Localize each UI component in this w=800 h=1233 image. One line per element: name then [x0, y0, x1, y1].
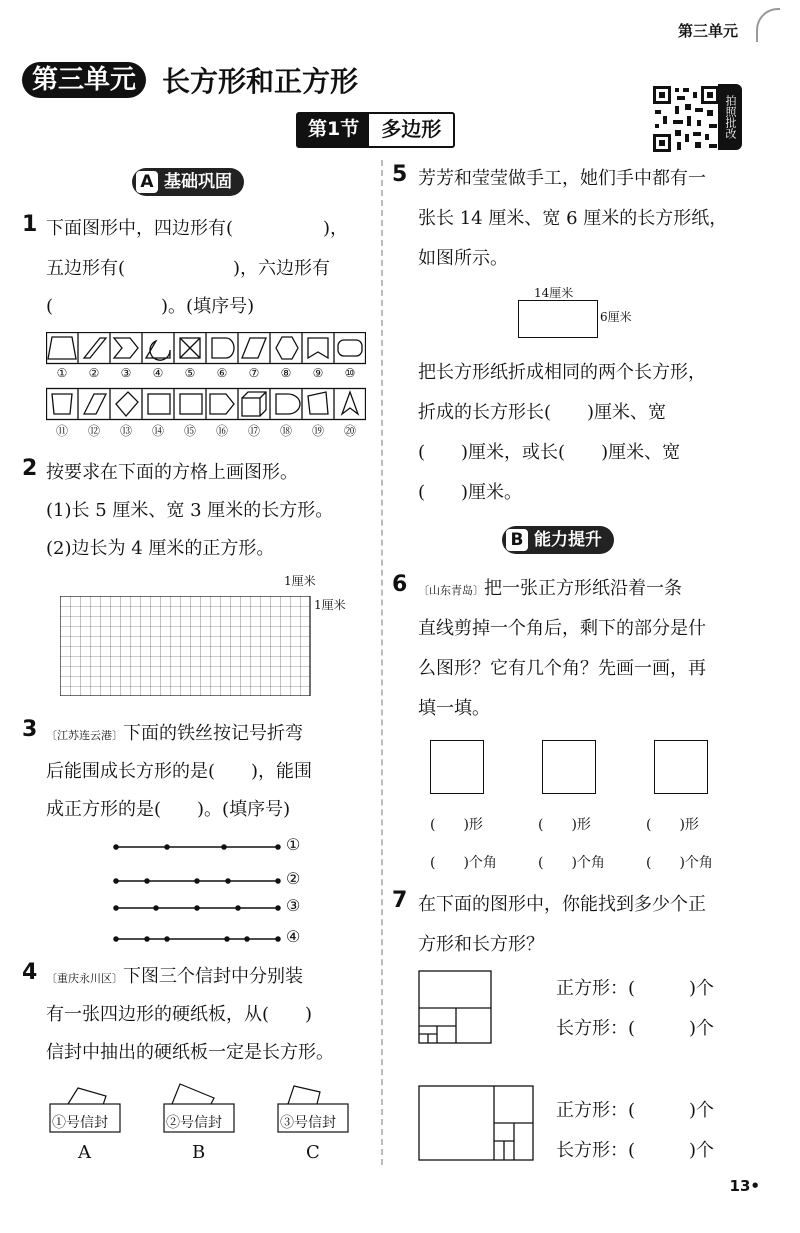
envelope-a-letter: A	[78, 1142, 91, 1163]
shape-13-rotated-square	[116, 392, 138, 416]
shape-number: ⑩	[344, 366, 356, 380]
shape-number: ⑨	[312, 366, 324, 380]
shape-numbers-row-2	[46, 422, 366, 439]
shape-number: ⑭	[151, 424, 164, 438]
question-2-number: 2	[22, 456, 38, 481]
question-6-line-3: 么图形？它有几个角？先画一画，再	[418, 658, 706, 679]
section-title: 多边形	[381, 117, 442, 141]
question-1-line-2: 五边形有( )，六边形有	[46, 258, 331, 279]
shape-8-hexagon	[276, 337, 298, 359]
paper-length-label: 14厘米	[534, 286, 574, 300]
question-4-number: 4	[22, 960, 38, 985]
question-7-line-2: 方形和长方形？	[418, 934, 544, 955]
question-5-line-6: ( )厘米，或长( )厘米、宽	[418, 442, 681, 463]
shape-number: ⑳	[343, 424, 356, 438]
shape-answer-2: ( )形	[538, 817, 591, 833]
paper-rectangle	[518, 300, 598, 338]
wire-diagram	[112, 838, 282, 948]
shape-number: ⑱	[279, 424, 292, 438]
shape-number: ⑫	[87, 424, 100, 438]
question-7-line-1: 在下面的图形中，你能找到多少个正	[418, 894, 706, 915]
shape-number: ⑰	[247, 424, 260, 438]
question-2-line-1: 按要求在下面的方格上画图形。	[46, 462, 298, 483]
page-number-value: 13	[729, 1177, 751, 1195]
shape-number: ⑥	[216, 366, 228, 380]
shape-2-parallelogram	[84, 338, 106, 358]
envelope-c-label: ③号信封	[280, 1115, 336, 1131]
column-divider	[381, 160, 383, 1165]
shape-3-arrow	[114, 338, 138, 358]
envelope-b-label: ②号信封	[166, 1115, 222, 1131]
question-2-line-3: (2)边长为 4 厘米的正方形。	[46, 538, 275, 559]
page-number: 13•	[729, 1177, 760, 1195]
part-b-heading	[502, 526, 614, 554]
question-1-line-3: ( )。(填序号)	[46, 296, 255, 317]
question-6-text: 把一张正方形纸沿着一条	[484, 578, 682, 599]
question-5-line-1: 芳芳和莹莹做手工，她们手中都有一	[418, 168, 706, 189]
grid-label-right: 1厘米	[314, 598, 346, 612]
wire-label-4: ④	[286, 927, 301, 946]
shape-number: ⑪	[55, 424, 68, 438]
question-5-line-7: ( )厘米。	[418, 482, 523, 503]
question-6-line-4: 填一填。	[418, 698, 490, 719]
question-5-line-3: 如图所示。	[418, 248, 508, 269]
shape-number: ⑬	[119, 424, 132, 438]
shape-17-cube	[242, 392, 266, 416]
figure-1-square-count: 正方形：( )个	[556, 978, 715, 999]
question-6-line-1	[418, 574, 682, 600]
question-4-source: 〔重庆永川区〕	[46, 972, 123, 985]
question-6-line-2: 直线剪掉一个角后，剩下的部分是什	[418, 618, 706, 639]
question-3-line-1	[46, 719, 303, 745]
figure-1-rect-count: 长方形：( )个	[556, 1018, 715, 1039]
shape-7-parallelogram	[242, 338, 266, 358]
question-5-number: 5	[392, 162, 408, 187]
envelope-b-letter: B	[192, 1142, 206, 1163]
figure-2-square-count: 正方形：( )个	[556, 1100, 715, 1121]
question-1-line-1: 下面图形中，四边形有( )，	[46, 218, 349, 239]
shape-numbers-row-1	[46, 366, 366, 380]
shape-6-rounded	[212, 338, 234, 358]
shape-answer-1: ( )形	[430, 817, 483, 833]
question-6-source: 〔山东青岛〕	[418, 584, 484, 597]
question-4-line-1	[46, 962, 303, 988]
angle-answer-3: ( )个角	[646, 855, 713, 871]
part-a-letter: A	[136, 171, 158, 193]
shape-1-trapezoid	[48, 337, 76, 359]
shape-number: ⑤	[184, 366, 196, 380]
figure-2-rectangles	[418, 1085, 536, 1163]
part-b-letter: B	[506, 529, 528, 551]
shape-number: ③	[120, 366, 132, 380]
question-3-line-2: 后能围成长方形的是( )，能围	[46, 761, 313, 782]
page-corner-decoration	[756, 8, 780, 42]
wire-label-1: ①	[286, 835, 301, 854]
shape-18-d-shape	[276, 394, 300, 414]
square-paper-3[interactable]	[654, 740, 708, 794]
question-6-number: 6	[392, 572, 408, 597]
question-3-number: 3	[22, 717, 38, 742]
question-3-text: 下面的铁丝按记号折弯	[123, 723, 303, 744]
shape-number: ⑮	[183, 424, 196, 438]
paper-width-label: 6厘米	[600, 310, 632, 324]
qr-code-icon[interactable]	[651, 84, 721, 154]
figure-1-squares	[418, 970, 494, 1046]
square-paper-2[interactable]	[542, 740, 596, 794]
unit-tag: 第三单元	[677, 22, 738, 40]
question-5-line-4: 把长方形纸折成相同的两个长方形，	[418, 362, 706, 383]
shape-answer-3: ( )形	[646, 817, 699, 833]
question-5-line-2: 张长 14 厘米、宽 6 厘米的长方形纸，	[418, 208, 728, 229]
shape-15-square	[180, 394, 202, 414]
question-3-source: 〔江苏连云港〕	[46, 729, 123, 742]
shape-number: ⑧	[280, 366, 292, 380]
shape-20-arrowhead	[342, 392, 358, 414]
wire-label-2: ②	[286, 869, 301, 888]
shape-row-1-dividers	[78, 332, 334, 364]
envelope-c-letter: C	[306, 1142, 320, 1163]
shape-4-curved	[146, 341, 170, 360]
question-3-line-3: 成正方形的是( )。(填序号)	[46, 799, 291, 820]
shape-number: ⑲	[311, 424, 324, 438]
question-4-line-2: 有一张四边形的硬纸板，从( )	[46, 1004, 313, 1025]
question-7-number: 7	[392, 888, 408, 913]
wire-label-3: ③	[286, 896, 301, 915]
shape-number: ⑦	[248, 366, 260, 380]
question-1-number: 1	[22, 212, 38, 237]
grid-label-top: 1厘米	[284, 574, 316, 588]
shape-16-pentagon	[210, 394, 234, 414]
qr-label: 拍照批改	[718, 84, 742, 150]
shape-5-bowtie-square	[180, 338, 200, 358]
unit-badge: 第三单元	[22, 62, 146, 98]
shape-10-rounded-rect	[338, 340, 362, 356]
shape-number: ①	[56, 366, 68, 380]
angle-answer-2: ( )个角	[538, 855, 605, 871]
shape-12-parallelogram	[84, 394, 106, 414]
shape-number: ④	[152, 366, 164, 380]
drawing-grid[interactable]	[60, 596, 312, 696]
question-2-line-2: (1)长 5 厘米、宽 3 厘米的长方形。	[46, 500, 334, 521]
shape-number: ⑯	[215, 424, 228, 438]
angle-answer-1: ( )个角	[430, 855, 497, 871]
part-a-label: 基础巩固	[164, 172, 232, 192]
part-a-heading	[132, 168, 244, 196]
envelope-a-label: ①号信封	[52, 1115, 108, 1131]
shape-19-quad	[308, 392, 328, 414]
figure-2-rect-count: 长方形：( )个	[556, 1140, 715, 1161]
section-badge: 第1节	[298, 114, 369, 146]
square-paper-1[interactable]	[430, 740, 484, 794]
shape-14-square	[148, 394, 170, 414]
question-4-text: 下图三个信封中分别装	[123, 966, 303, 987]
question-5-line-5: 折成的长方形长( )厘米、宽	[418, 402, 667, 423]
shape-9-pentagon	[308, 338, 328, 358]
part-b-label: 能力提升	[534, 530, 602, 550]
section-heading	[296, 112, 455, 148]
unit-title: 长方形和正方形	[162, 65, 359, 98]
shape-number: ②	[88, 366, 100, 380]
question-4-line-3: 信封中抽出的硬纸板一定是长方形。	[46, 1042, 334, 1063]
shape-11-trapezoid	[52, 394, 72, 414]
